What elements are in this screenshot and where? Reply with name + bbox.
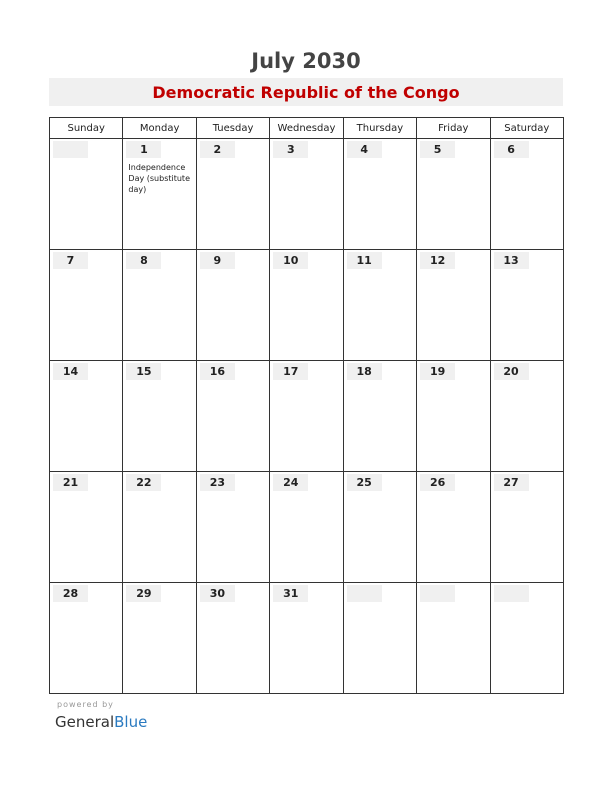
weekday-header-sunday: Sunday <box>50 118 123 139</box>
brand-name-general: General <box>55 713 115 731</box>
day-cell <box>196 250 269 361</box>
day-cell <box>343 583 416 694</box>
day-number: 25 <box>347 474 382 491</box>
day-cell <box>417 472 490 583</box>
day-number: 6 <box>494 141 529 158</box>
day-number: 22 <box>126 474 161 491</box>
day-cell <box>196 583 269 694</box>
day-number: 13 <box>494 252 529 269</box>
day-cell <box>50 583 123 694</box>
day-number: 9 <box>200 252 235 269</box>
day-cell <box>270 139 343 250</box>
day-cell <box>490 472 563 583</box>
brand-name-blue: Blue <box>114 713 148 731</box>
day-number: 4 <box>347 141 382 158</box>
day-number: 16 <box>200 363 235 380</box>
day-cell <box>417 250 490 361</box>
day-number <box>494 585 529 602</box>
week-row-4 <box>50 472 564 583</box>
day-cell <box>343 139 416 250</box>
day-cell <box>50 361 123 472</box>
weekday-header-tuesday: Tuesday <box>196 118 269 139</box>
day-cell <box>50 250 123 361</box>
day-cell <box>270 472 343 583</box>
day-cell <box>343 361 416 472</box>
day-number: 1 <box>126 141 161 158</box>
day-cell <box>123 472 196 583</box>
day-number: 5 <box>420 141 455 158</box>
calendar-title: July 2030 <box>251 49 361 73</box>
day-number: 7 <box>53 252 88 269</box>
day-number: 26 <box>420 474 455 491</box>
day-number: 3 <box>273 141 308 158</box>
country-banner: Democratic Republic of the Congo <box>49 78 563 106</box>
day-cell <box>123 361 196 472</box>
day-cell <box>270 361 343 472</box>
day-number: 12 <box>420 252 455 269</box>
day-cell <box>196 139 269 250</box>
day-cell <box>123 250 196 361</box>
day-number: 24 <box>273 474 308 491</box>
day-number: 31 <box>273 585 308 602</box>
day-cell <box>417 361 490 472</box>
day-cell <box>490 250 563 361</box>
day-cell <box>490 361 563 472</box>
weekday-header-row <box>50 118 564 139</box>
day-cell <box>343 250 416 361</box>
day-number <box>347 585 382 602</box>
day-number: 29 <box>126 585 161 602</box>
weekday-header-monday: Monday <box>123 118 196 139</box>
day-number: 23 <box>200 474 235 491</box>
day-cell <box>343 472 416 583</box>
day-cell <box>490 139 563 250</box>
week-row-1 <box>50 139 564 250</box>
brand-logo[interactable] <box>55 712 147 732</box>
day-cell <box>123 583 196 694</box>
week-row-5 <box>50 583 564 694</box>
week-row-3 <box>50 361 564 472</box>
day-number: 2 <box>200 141 235 158</box>
day-number: 30 <box>200 585 235 602</box>
day-number: 15 <box>126 363 161 380</box>
week-row-2 <box>50 250 564 361</box>
weekday-header-friday: Friday <box>417 118 490 139</box>
day-number: 19 <box>420 363 455 380</box>
day-cell <box>417 583 490 694</box>
day-cell <box>50 139 123 250</box>
powered-by-label: powered by <box>57 700 114 709</box>
day-cell <box>196 472 269 583</box>
calendar-grid <box>49 117 564 694</box>
weekday-header-saturday: Saturday <box>490 118 563 139</box>
day-number <box>53 141 88 158</box>
day-cell <box>50 472 123 583</box>
day-cell <box>123 139 196 250</box>
day-number: 21 <box>53 474 88 491</box>
day-number: 10 <box>273 252 308 269</box>
day-number: 28 <box>53 585 88 602</box>
day-number: 17 <box>273 363 308 380</box>
day-number: 18 <box>347 363 382 380</box>
day-number: 8 <box>126 252 161 269</box>
day-cell <box>270 583 343 694</box>
day-number: 14 <box>53 363 88 380</box>
day-cell <box>196 361 269 472</box>
day-number: 20 <box>494 363 529 380</box>
day-cell <box>490 583 563 694</box>
day-number: 11 <box>347 252 382 269</box>
day-cell <box>417 139 490 250</box>
day-cell <box>270 250 343 361</box>
day-number <box>420 585 455 602</box>
holiday-label: Independence Day (substitute day) <box>128 163 190 194</box>
day-number: 27 <box>494 474 529 491</box>
weekday-header-thursday: Thursday <box>343 118 416 139</box>
weekday-header-wednesday: Wednesday <box>270 118 343 139</box>
